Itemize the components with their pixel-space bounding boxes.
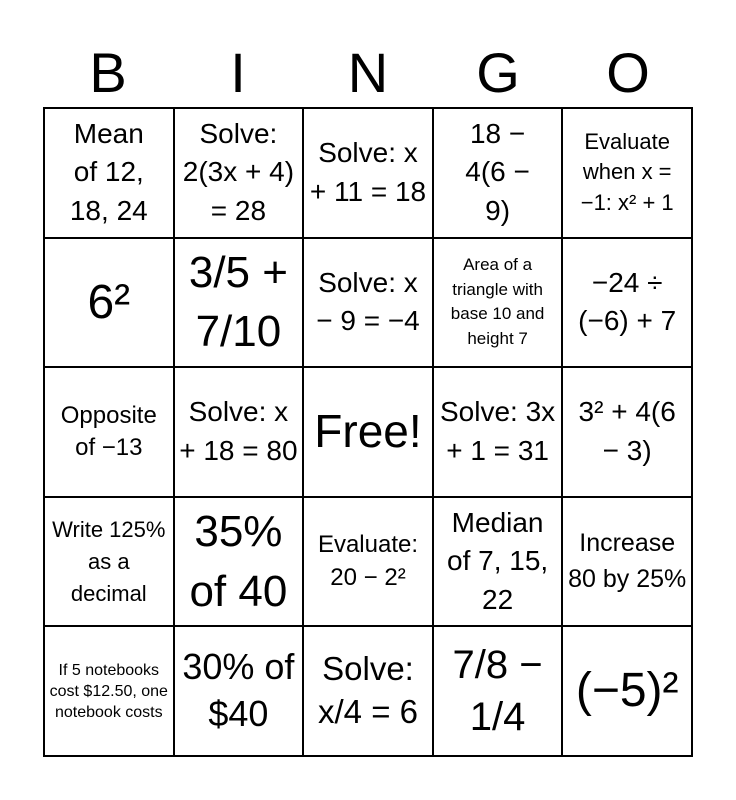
bingo-cell[interactable]: Solve: x − 9 = −4: [304, 239, 434, 369]
bingo-cell[interactable]: Solve: x + 18 = 80: [175, 368, 305, 498]
bingo-cell[interactable]: Mean of 12, 18, 24: [45, 109, 175, 239]
bingo-cell[interactable]: 18 − 4(6 − 9): [434, 109, 564, 239]
bingo-cell[interactable]: Increase 80 by 25%: [563, 498, 693, 628]
bingo-cell[interactable]: Solve: x + 11 = 18: [304, 109, 434, 239]
header-letter-g: G: [476, 41, 520, 104]
header-letter-n: N: [347, 41, 389, 104]
bingo-cell[interactable]: Solve: 2(3x + 4) = 28: [175, 109, 305, 239]
header-letter-b: B: [89, 41, 127, 104]
bingo-cell[interactable]: Area of a triangle with base 10 and height 7: [434, 239, 564, 369]
bingo-cell[interactable]: 3/5 + 7/10: [175, 239, 305, 369]
bingo-cell[interactable]: Solve: x/4 = 6: [304, 627, 434, 757]
bingo-cell[interactable]: Median of 7, 15, 22: [434, 498, 564, 628]
bingo-cell[interactable]: 35% of 40: [175, 498, 305, 628]
bingo-cell[interactable]: Evaluate when x = −1: x² + 1: [563, 109, 693, 239]
bingo-cell[interactable]: 6²: [45, 239, 175, 369]
bingo-cell[interactable]: Solve: 3x + 1 = 31: [434, 368, 564, 498]
bingo-cell[interactable]: 3² + 4(6 − 3): [563, 368, 693, 498]
bingo-cell[interactable]: Evaluate: 20 − 2²: [304, 498, 434, 628]
free-space: Free!: [314, 405, 422, 458]
header-letter-o: O: [606, 41, 650, 104]
header-letter-i: I: [230, 41, 246, 104]
bingo-cell[interactable]: 30% of $40: [175, 627, 305, 757]
bingo-cell[interactable]: [304, 368, 434, 498]
bingo-cell[interactable]: Write 125% as a decimal: [45, 498, 175, 628]
bingo-cell[interactable]: 7/8 − 1/4: [434, 627, 564, 757]
bingo-cell[interactable]: If 5 notebooks cost $12.50, one notebook costs: [45, 627, 175, 757]
bingo-cell[interactable]: (−5)²: [563, 627, 693, 757]
bingo-header: [43, 40, 693, 106]
bingo-board: [43, 107, 693, 757]
bingo-cell[interactable]: Opposite of −13: [45, 368, 175, 498]
bingo-cell[interactable]: −24 ÷ (−6) + 7: [563, 239, 693, 369]
